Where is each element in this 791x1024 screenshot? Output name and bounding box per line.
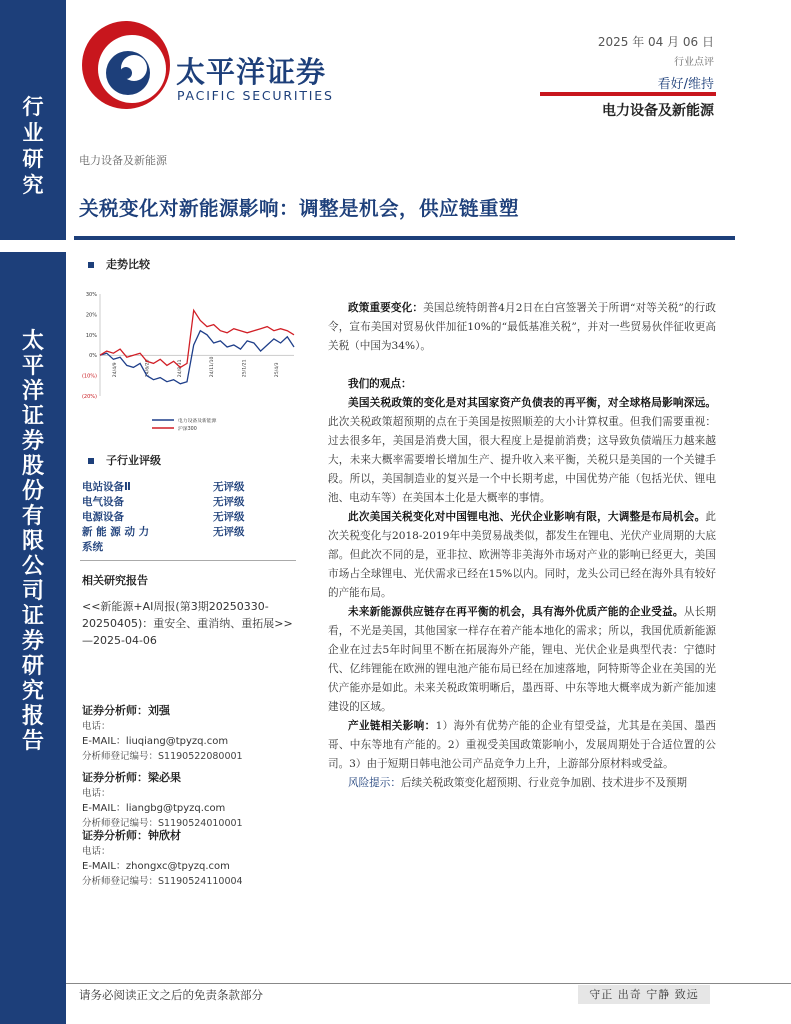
section-bullet-icon xyxy=(88,458,94,464)
paragraph-text: 美国总统特朗普4月2日在白宫签署关于所谓“对等关税”的行政令，宣布美国对贸易伙伴加征10%的“最低基准关税”，并对一些贸易伙伴征收更高关税（中国为34%）。 xyxy=(328,302,716,352)
side-band-bottom-label xyxy=(0,330,66,755)
sub-industry-table xyxy=(82,479,292,554)
title-divider xyxy=(74,236,735,240)
viewpoint-paragraph xyxy=(328,508,716,603)
viewpoint-heading xyxy=(328,375,716,394)
sub-industry-row xyxy=(82,479,292,494)
viewpoint-paragraph xyxy=(328,394,716,508)
footer-divider xyxy=(66,983,791,984)
y-tick-label: 20% xyxy=(85,312,97,319)
paragraph-lead: 未来新能源供应链存在再平衡的机会，具有海外优质产能的企业受益。 xyxy=(348,606,684,618)
side-band-char: 限 xyxy=(21,528,44,554)
trend-heading-label: 走势比较 xyxy=(106,258,150,271)
side-band-char: 证 xyxy=(21,603,44,629)
sub-industry-row xyxy=(82,494,292,509)
analyst-phone: 电话： xyxy=(82,721,111,732)
report-date: 2025 年 04 月 06 日 xyxy=(597,35,714,49)
x-tick-label: 24/6/20 xyxy=(145,359,151,378)
analyst-card xyxy=(82,827,312,889)
side-band-char: 司 xyxy=(21,578,44,604)
analyst-email[interactable]: E-MAIL：zhongxc@tpyzq.com xyxy=(82,861,230,872)
side-band-char: 平 xyxy=(21,353,44,379)
report-body xyxy=(328,299,716,793)
report-type: 行业点评 xyxy=(674,57,714,68)
risk-paragraph xyxy=(328,774,716,793)
paragraph-lead: 产业链相关影响： xyxy=(348,720,436,732)
side-band-char: 研 xyxy=(22,146,44,171)
brand-name-cn: 太平洋证券 xyxy=(176,55,327,89)
side-band-char: 券 xyxy=(21,628,44,654)
paragraph-lead: 此次美国关税变化对中国锂电池、光伏企业影响有限，大调整是布局机会。 xyxy=(348,511,706,523)
side-band-char: 券 xyxy=(21,428,44,454)
paragraph-text: 1）海外有优势产能的企业有望受益，尤其是在美国、墨西哥、中东等地有产能的。2）重视受美国政策影响小，发展周期处于合适位置的公司。3）由于短期日韩电池公司产品竞争力上升，上游部分原材料或受益。 xyxy=(328,720,716,770)
paragraph-text: 此次关税变化与2018-2019年中美贸易战类似，都发生在锂电、光伏产业周期的大底部。但此次不同的是，亚非拉、欧洲等非美海外市场对产业的影响已经更大，美国市场占全球锂电、光伏需求已经在15%以内。同时，龙头公司已经在海外具有较好的产能布局。 xyxy=(328,511,716,599)
section-bullet-icon xyxy=(88,262,94,268)
sector-title: 电力设备及新能源 xyxy=(602,103,714,119)
trend-heading xyxy=(88,256,150,272)
sub-industry-heading-label: 子行业评级 xyxy=(106,454,161,467)
y-tick-label: 0% xyxy=(89,353,97,360)
side-band-char: 公 xyxy=(21,553,44,579)
y-tick-label: 30% xyxy=(85,292,97,298)
footer-disclaimer: 请务必阅读正文之后的免责条款部分 xyxy=(79,988,263,1002)
side-band-char: 太 xyxy=(21,328,44,354)
legend-label: 电力设备及新能源 xyxy=(178,419,217,424)
side-band-char: 份 xyxy=(21,478,44,504)
paragraph-text: 此次关税政策超预期的点在于美国是按照顺差的大小计算权重。但我们需要重视：过去很多年，美国是消费大国，很大程度上是提前消费；这导致负债端压力越来越大，未来大概率需要增长增加生产、提升收入来平衡，关税只是美国的一个关键手段。所以，美国制造业的复兴是一个中长期考虑，中国优势产能（包括光伏、锂电池、电动车等）在美国本土化是大概率的事情。 xyxy=(328,416,716,504)
analyst-reg-no: 分析师登记编号：S1190524110004 xyxy=(82,876,243,887)
related-report-link[interactable]: <<新能源+AI周报(第3期20250330-20250405)：重安全、重消纳、重拓展>>—2025-04-06 xyxy=(82,600,293,647)
paragraph-text: 从长期看，不光是美国，其他国家一样存在着产能本地化的需求；所以，我国优质新能源企业在过去5年时间里不断在拓展海外产能，锂电、光伏企业是典型代表：宁德时代、亿纬锂能在欧洲的锂电池产能布局已经在加速落地，阿特斯等企业在美国的光伏产能亦是如此。未来关税政策明晰后，墨西哥、中东等地大概率成为新产能加速建设的区域。 xyxy=(328,606,717,713)
paragraph-lead: 美国关税政策的变化是对其国家资产负债表的再平衡，对全球格局影响深远。 xyxy=(348,397,716,409)
sub-industry-row xyxy=(82,539,292,554)
policy-change-paragraph xyxy=(328,299,716,356)
sub-industry-name: 电源设备 xyxy=(82,511,124,523)
side-band-char: 行 xyxy=(22,94,44,119)
sub-industry-name: 系统 xyxy=(82,541,103,553)
sub-industry-name: 电气设备 xyxy=(82,496,124,508)
y-tick-label: 10% xyxy=(85,332,97,339)
side-band-char: 报 xyxy=(21,703,44,729)
report-title: 关税变化对新能源影响：调整是机会，供应链重塑 xyxy=(79,197,520,220)
sub-industry-rating: 无评级 xyxy=(213,526,245,538)
footer-motto: 守正 出奇 宁静 致远 xyxy=(578,985,710,1004)
side-band-char: 告 xyxy=(21,728,44,754)
analyst-email[interactable]: E-MAIL：liangbg@tpyzq.com xyxy=(82,803,226,814)
risk-label: 风险提示： xyxy=(348,777,401,789)
analyst-name: 证券分析师：刘强 xyxy=(82,704,170,717)
side-band-char: 有 xyxy=(21,503,44,529)
x-tick-label: 24/11/10 xyxy=(210,356,216,378)
analyst-phone: 电话： xyxy=(82,846,111,857)
sub-industry-row xyxy=(82,509,292,524)
legend-label: 沪深300 xyxy=(178,427,197,432)
sub-industry-rating: 无评级 xyxy=(213,481,245,493)
analyst-email[interactable]: E-MAIL：liuqiang@tpyzq.com xyxy=(82,736,229,747)
y-tick-label: (10%) xyxy=(81,373,97,380)
analyst-reg-no: 分析师登记编号：S1190522080001 xyxy=(82,751,243,762)
viewpoint-paragraph xyxy=(328,603,716,717)
side-band-char: 洋 xyxy=(21,378,44,404)
side-band-char: 究 xyxy=(22,172,44,197)
x-tick-label: 25/4/3 xyxy=(274,362,280,378)
sub-industry-rating: 无评级 xyxy=(213,511,245,523)
analyst-name: 证券分析师：钟欣材 xyxy=(82,829,181,842)
related-reports-heading: 相关研究报告 xyxy=(82,574,148,587)
sub-industry-row xyxy=(82,524,292,539)
breadcrumb: 电力设备及新能源 xyxy=(79,154,167,167)
x-tick-label: 24/4/9 xyxy=(113,362,119,378)
analyst-name: 证券分析师：梁必果 xyxy=(82,771,181,784)
analyst-phone: 电话： xyxy=(82,788,111,799)
trend-chart xyxy=(74,286,306,432)
side-band-char: 业 xyxy=(22,120,44,145)
x-tick-label: 25/1/21 xyxy=(242,359,248,378)
side-band-char: 研 xyxy=(21,653,44,679)
viewpoint-paragraph xyxy=(328,717,716,774)
side-band-char: 股 xyxy=(21,453,44,479)
series-line xyxy=(100,331,294,384)
risk-text: 后续关税政策变化超预期、行业竞争加剧、技术进步不及预期 xyxy=(400,777,687,789)
analyst-reg-no: 分析师登记编号：S1190524010001 xyxy=(82,818,243,829)
y-tick-label: (20%) xyxy=(81,394,97,400)
sub-industry-name: 电站设备Ⅱ xyxy=(82,481,131,493)
side-band-char: 究 xyxy=(21,678,44,704)
brand-name-en: PACIFIC SECURITIES xyxy=(177,88,334,103)
section-divider xyxy=(80,560,296,561)
paragraph-lead: 政策重要变化： xyxy=(348,302,424,314)
sub-industry-heading xyxy=(88,452,161,468)
analyst-card xyxy=(82,702,312,764)
pacific-securities-logo-icon xyxy=(78,17,174,113)
analyst-card xyxy=(82,769,312,831)
paragraph-lead: 我们的观点： xyxy=(348,378,412,390)
side-band-top-label xyxy=(0,96,66,200)
industry-rating: 看好/维持 xyxy=(657,77,714,92)
sub-industry-name: 新 能 源 动 力 xyxy=(82,526,150,538)
side-band-char: 证 xyxy=(21,403,44,429)
header-accent-bar xyxy=(540,92,716,96)
x-tick-label: 24/8/31 xyxy=(177,359,183,378)
sub-industry-rating: 无评级 xyxy=(213,496,245,508)
